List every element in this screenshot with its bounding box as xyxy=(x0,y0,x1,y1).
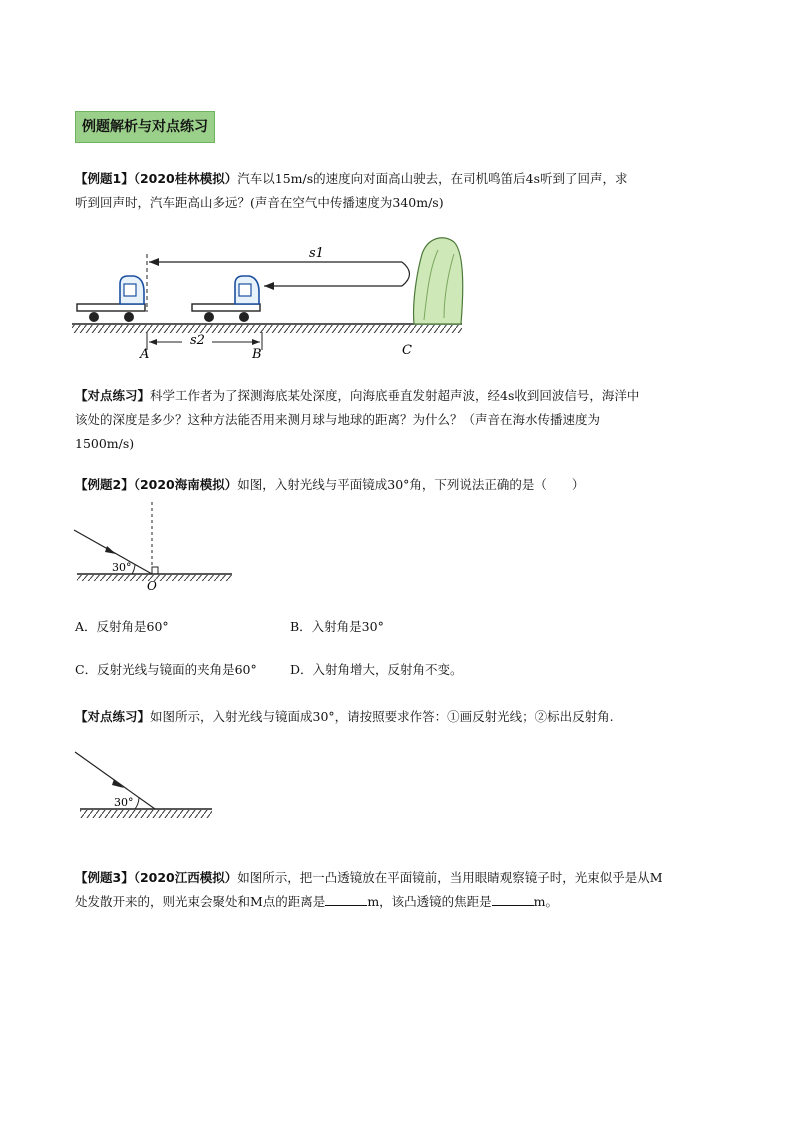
angle-label: 30° xyxy=(114,796,134,809)
answer-blank-focal-length[interactable] xyxy=(492,893,534,906)
example-1-line-1 xyxy=(75,167,725,191)
angle-label: 30° xyxy=(112,561,132,574)
practice-1-line-1 xyxy=(75,384,725,408)
angle-arc xyxy=(135,798,139,809)
section-heading: 例题解析与对点练习 xyxy=(75,111,215,143)
angle-arc xyxy=(132,564,135,574)
label-c: C xyxy=(402,343,412,358)
example-3-text xyxy=(75,866,725,914)
example-3-line-1 xyxy=(75,866,725,890)
practice-1-tag: 【对点练习】 xyxy=(75,388,151,403)
label-s2: s2 xyxy=(190,333,205,348)
example-1-tag: 【例题1】 xyxy=(75,171,134,186)
practice-1-text xyxy=(75,384,725,456)
mirror-hatching xyxy=(80,810,212,818)
practice-2-line-1 xyxy=(75,705,725,729)
label-b: B xyxy=(252,347,262,362)
example-3-question-part-3: m，该凸透镜的焦距是 xyxy=(367,894,492,909)
incident-ray-arrow xyxy=(112,779,124,788)
practice-2-figure xyxy=(72,742,222,827)
example-1-source: （2020桂林模拟） xyxy=(133,171,238,186)
practice-1-question-part-1: 科学工作者为了探测海底某处深度，向海底垂直发射超声波，经4s收到回波信号，海洋中 xyxy=(150,388,640,403)
example-2-figure xyxy=(72,502,237,594)
example-2-text xyxy=(75,473,725,497)
option-d: D．入射角增大，反射角不变。 xyxy=(290,662,463,677)
answer-blank-distance[interactable] xyxy=(325,893,367,906)
label-a: A xyxy=(140,347,150,362)
right-angle-mark xyxy=(152,567,158,574)
example-2-line-1 xyxy=(75,473,725,497)
practice-2-tag: 【对点练习】 xyxy=(75,709,151,724)
example-1-question-part-2: 听到回声时，汽车距高山多远？(声音在空气中传播速度为340m/s) xyxy=(75,195,444,210)
example-3-question-part-4: m。 xyxy=(533,894,559,909)
practice-1-question-part-2: 该处的深度是多少？这种方法能否用来测月球与地球的距离？为什么？（声音在海水传播速度为 xyxy=(75,412,601,427)
example-2-question: 如图，入射光线与平面镜成30°角，下列说法正确的是（ ） xyxy=(237,477,585,492)
practice-1-question-part-3: 1500m/s) xyxy=(75,436,135,451)
option-c: C．反射光线与镜面的夹角是60° xyxy=(75,662,257,677)
practice-2-question: 如图所示，入射光线与镜面成30°，请按照要求作答：①画反射光线；②标出反射角. xyxy=(150,709,614,724)
car-at-a-icon xyxy=(77,276,145,322)
ground-hatching xyxy=(72,325,462,333)
example-3-tag: 【例题3】 xyxy=(75,870,134,885)
example-3-question-part-2: 处发散开来的，则光束会聚处和M点的距离是 xyxy=(75,894,326,909)
example-3-question-part-1: 如图所示，把一凸透镜放在平面镜前，当用眼睛观察镜子时，光束似乎是从M xyxy=(237,870,663,885)
example-3-source: （2020江西模拟） xyxy=(133,870,238,885)
example-1-question-part-1: 汽车以15m/s的速度向对面高山驶去，在司机鸣笛后4s听到了回声，求 xyxy=(237,171,628,186)
point-o-label: O xyxy=(147,579,157,593)
label-s1: s1 xyxy=(309,246,324,261)
option-b: B．入射角是30° xyxy=(290,619,384,634)
sound-path-s1 xyxy=(147,254,410,312)
incident-ray-arrow xyxy=(105,546,116,554)
example-2-source: （2020海南模拟） xyxy=(133,477,238,492)
example-1-text xyxy=(75,167,725,215)
option-a: A．反射角是60° xyxy=(75,619,169,634)
example-1-figure xyxy=(72,232,467,362)
practice-2-text xyxy=(75,705,725,729)
example-2-tag: 【例题2】 xyxy=(75,477,134,492)
car-at-b-icon xyxy=(192,276,260,322)
example-3-line-2 xyxy=(75,890,725,914)
